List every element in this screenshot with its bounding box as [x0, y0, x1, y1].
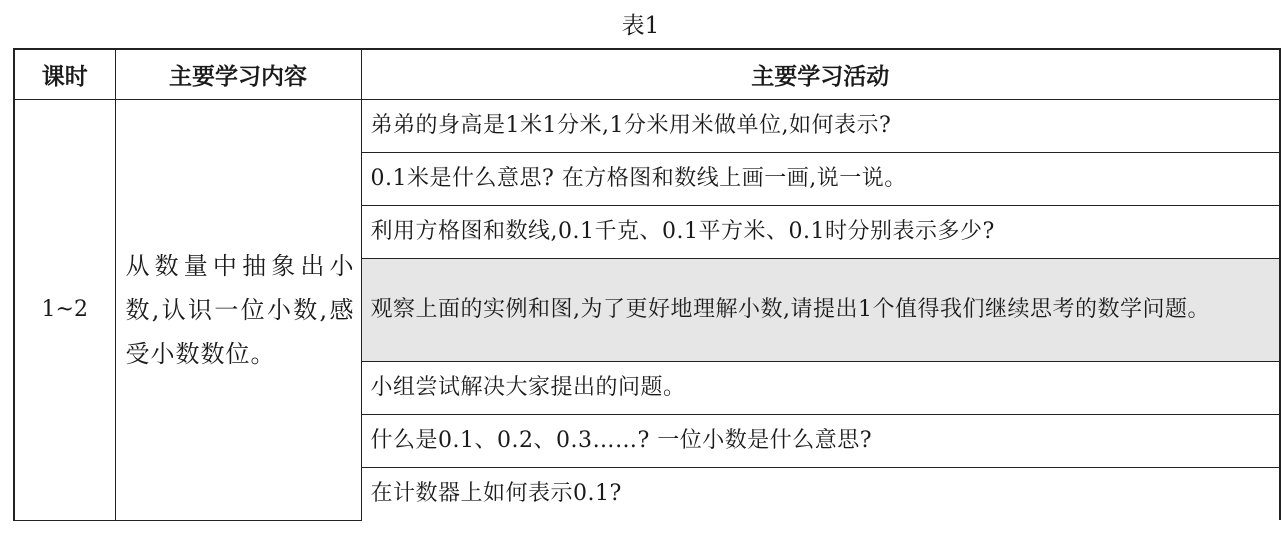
header-activities: 主要学习活动 — [361, 49, 1280, 100]
period-cell: 1~2 — [14, 100, 115, 521]
header-content: 主要学习内容 — [115, 49, 361, 100]
activity-cell-highlighted: 观察上面的实例和图,为了更好地理解小数,请提出1个值得我们继续思考的数学问题。 — [361, 259, 1280, 362]
activity-cell: 小组尝试解决大家提出的问题。 — [361, 362, 1280, 415]
activity-cell: 在计数器上如何表示0.1? — [361, 468, 1280, 521]
activity-cell: 0.1米是什么意思? 在方格图和数线上画一画,说一说。 — [361, 153, 1280, 206]
activity-cell: 什么是0.1、0.2、0.3……? 一位小数是什么意思? — [361, 415, 1280, 468]
lesson-table — [13, 48, 1281, 521]
activity-cell: 利用方格图和数线,0.1千克、0.1平方米、0.1时分别表示多少? — [361, 206, 1280, 259]
header-period: 课时 — [14, 49, 115, 100]
activity-cell: 弟弟的身高是1米1分米,1分米用米做单位,如何表示? — [361, 100, 1280, 153]
table-caption: 表1 — [621, 13, 660, 39]
table-row — [14, 100, 1280, 153]
content-cell: 从数量中抽象出小数,认识一位小数,感受小数数位。 — [115, 100, 361, 521]
header-row — [14, 49, 1280, 100]
